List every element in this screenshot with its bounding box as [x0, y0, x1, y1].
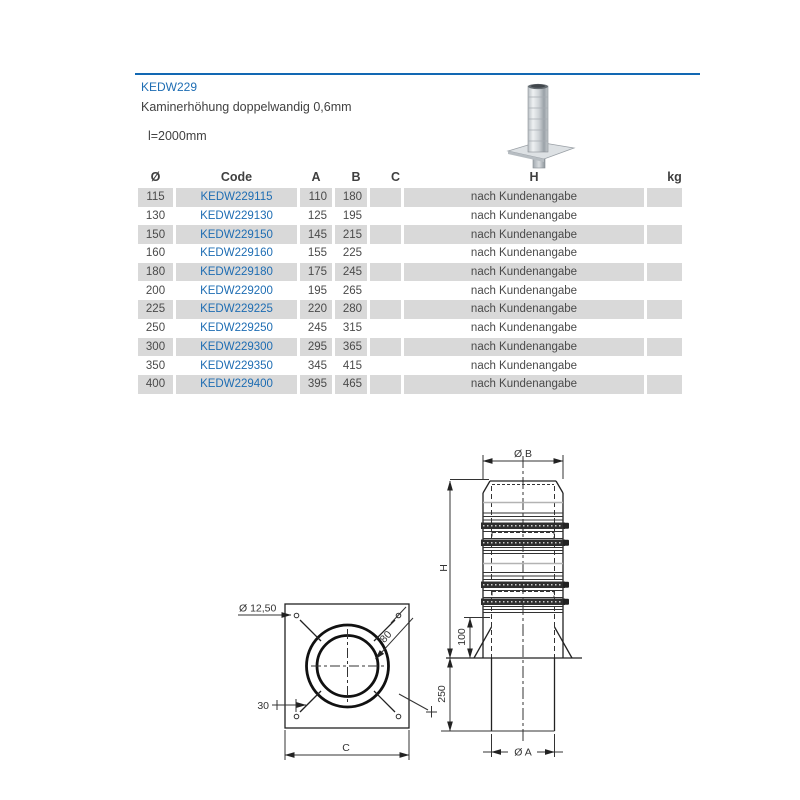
table-row	[138, 225, 682, 244]
cell-h: nach Kundenangabe	[470, 210, 578, 223]
cell-a: 345	[307, 359, 327, 372]
cell-code	[176, 338, 297, 357]
table-row	[138, 244, 682, 263]
product-code-link[interactable]: KEDW229150	[200, 228, 273, 241]
product-code-link[interactable]: KEDW229250	[200, 322, 273, 335]
product-code-link[interactable]: KEDW229350	[200, 359, 273, 372]
cell-kg	[647, 225, 682, 244]
product-description-line1: Kaminerhöhung doppelwandig 0,6mm	[141, 100, 352, 114]
dim-250-label: 250	[436, 685, 448, 703]
bolt-hole-top-left	[294, 613, 299, 618]
cell-h: nach Kundenangabe	[404, 338, 644, 357]
cell-code	[176, 225, 297, 244]
cell-a: 295	[300, 338, 332, 357]
col-header-a: A	[311, 169, 321, 184]
product-code-title: KEDW229	[141, 80, 198, 94]
cell-code	[176, 188, 297, 207]
cell-a: 195	[307, 284, 327, 297]
cell-code	[176, 281, 297, 300]
cell-diameter: 350	[145, 359, 166, 372]
cell-c	[370, 319, 401, 338]
cell-code	[176, 207, 297, 226]
bolt-hole-bottom-left	[294, 714, 299, 719]
cell-h: nach Kundenangabe	[470, 359, 578, 372]
cell-kg	[647, 300, 682, 319]
product-code-link[interactable]: KEDW229200	[200, 284, 273, 297]
table-row	[138, 356, 682, 375]
cell-b: 280	[335, 300, 367, 319]
cell-h: nach Kundenangabe	[404, 375, 644, 394]
clamp-group-lower	[481, 573, 569, 613]
cell-a: 110	[300, 188, 332, 207]
plate-leader-line	[399, 694, 428, 710]
product-code-link[interactable]: KEDW229180	[200, 266, 273, 279]
cell-c	[370, 225, 401, 244]
header-divider	[135, 73, 700, 75]
cell-b: 245	[335, 263, 367, 282]
cell-b: 465	[335, 375, 367, 394]
col-header-c: C	[390, 169, 401, 184]
cell-a: 175	[300, 263, 332, 282]
clamp-bolt-4	[563, 599, 569, 605]
cell-c	[370, 188, 401, 207]
cell-diameter: 130	[145, 210, 166, 223]
clamp-group-upper	[481, 513, 569, 554]
col-header-code: Code	[220, 169, 253, 184]
cell-b: 225	[342, 247, 362, 260]
cell-kg	[647, 338, 682, 357]
cell-kg	[647, 244, 682, 263]
cell-diameter: 180	[138, 263, 173, 282]
product-code-link[interactable]: KEDW229130	[200, 210, 273, 223]
cell-code	[176, 356, 297, 375]
table-header-row	[138, 166, 692, 187]
dim-100-label: 100	[456, 628, 468, 646]
cell-diameter: 300	[138, 338, 173, 357]
cell-c	[370, 207, 401, 226]
product-code-link[interactable]: KEDW229400	[200, 378, 273, 391]
cell-b: 215	[335, 225, 367, 244]
cell-code	[176, 319, 297, 338]
product-code-link[interactable]: KEDW229225	[200, 303, 273, 316]
cell-b: 315	[342, 322, 362, 335]
product-code-link[interactable]: KEDW229160	[200, 247, 273, 260]
table-row	[138, 338, 682, 357]
cell-code	[176, 300, 297, 319]
cell-diameter: 160	[145, 247, 166, 260]
cell-c	[370, 244, 401, 263]
table-row	[138, 375, 682, 394]
hole-dia-label: Ø 12,50	[239, 602, 277, 615]
cell-diameter: 250	[145, 322, 166, 335]
cell-kg	[647, 319, 682, 338]
gusset-diagonal-tl	[300, 620, 321, 641]
cell-kg	[647, 263, 682, 282]
product-code-link[interactable]: KEDW229115	[200, 191, 273, 204]
cell-code	[176, 244, 297, 263]
cell-code	[176, 263, 297, 282]
product-photo	[502, 78, 580, 170]
clamp-bolt-2	[563, 540, 569, 546]
table-row	[138, 281, 682, 300]
cell-diameter: 225	[138, 300, 173, 319]
cell-a: 245	[307, 322, 327, 335]
cell-h: nach Kundenangabe	[404, 225, 644, 244]
cell-c	[370, 263, 401, 282]
cell-b: 180	[335, 188, 367, 207]
cap-chamfer-left	[483, 481, 490, 493]
gusset-diagonal-bl	[300, 691, 321, 712]
cell-h: nach Kundenangabe	[404, 300, 644, 319]
offset-dim-label: 30	[257, 700, 269, 712]
table-row	[138, 188, 682, 207]
cell-h: nach Kundenangabe	[404, 188, 644, 207]
cell-c	[370, 375, 401, 394]
cell-c	[370, 281, 401, 300]
cell-a: 220	[300, 300, 332, 319]
base-plate-outline	[285, 604, 409, 728]
cell-diameter: 115	[138, 188, 173, 207]
product-description	[141, 100, 352, 144]
clamp-bolt-3	[563, 582, 569, 588]
cell-b: 365	[335, 338, 367, 357]
bolt-hole-bottom-right	[396, 714, 401, 719]
col-header-kg: kg	[667, 169, 682, 184]
cell-a: 155	[307, 247, 327, 260]
dia-a-label: Ø A	[514, 746, 532, 759]
cell-c	[370, 300, 401, 319]
col-header-h: H	[529, 169, 539, 184]
cell-c	[370, 338, 401, 357]
product-code-link[interactable]: KEDW229300	[200, 340, 273, 353]
cell-kg	[647, 188, 682, 207]
cell-b: 265	[342, 284, 362, 297]
product-description-line2: l=2000mm	[147, 129, 207, 143]
photo-main-pipe	[528, 84, 548, 152]
cell-a: 125	[307, 210, 327, 223]
cap-chamfer-right	[556, 481, 563, 493]
dia-b-label: Ø B	[513, 448, 533, 460]
cell-h: nach Kundenangabe	[470, 247, 578, 260]
technical-drawings	[130, 440, 700, 785]
cell-h: nach Kundenangabe	[470, 322, 578, 335]
cell-c	[370, 356, 401, 375]
cell-h: nach Kundenangabe	[470, 284, 578, 297]
gusset-dim-label: 80	[377, 628, 395, 646]
cell-kg	[647, 281, 682, 300]
clamp-bolt-1	[563, 523, 569, 529]
cell-kg	[647, 207, 682, 226]
side-view-drawing	[436, 448, 582, 759]
table-row	[138, 319, 682, 338]
cell-diameter: 200	[145, 284, 166, 297]
table-row	[138, 207, 682, 226]
table-row	[138, 263, 682, 282]
gusset-diagonal-br	[374, 691, 395, 712]
table-row	[138, 300, 682, 319]
col-header-diameter: Ø	[150, 169, 161, 184]
cell-b: 415	[342, 359, 362, 372]
cell-b: 195	[342, 210, 362, 223]
cell-a: 395	[300, 375, 332, 394]
cell-h: nach Kundenangabe	[404, 263, 644, 282]
cell-kg	[647, 356, 682, 375]
col-header-b: B	[351, 169, 361, 184]
cell-code	[176, 375, 297, 394]
cell-kg	[647, 375, 682, 394]
h-dim-label: H	[438, 564, 450, 572]
cell-diameter: 150	[138, 225, 173, 244]
cell-a: 145	[300, 225, 332, 244]
table-body	[138, 188, 682, 394]
top-view-drawing	[238, 603, 437, 761]
gusset-dim-ext	[391, 607, 406, 623]
c-dim-label: C	[342, 742, 350, 754]
cell-diameter: 400	[138, 375, 173, 394]
